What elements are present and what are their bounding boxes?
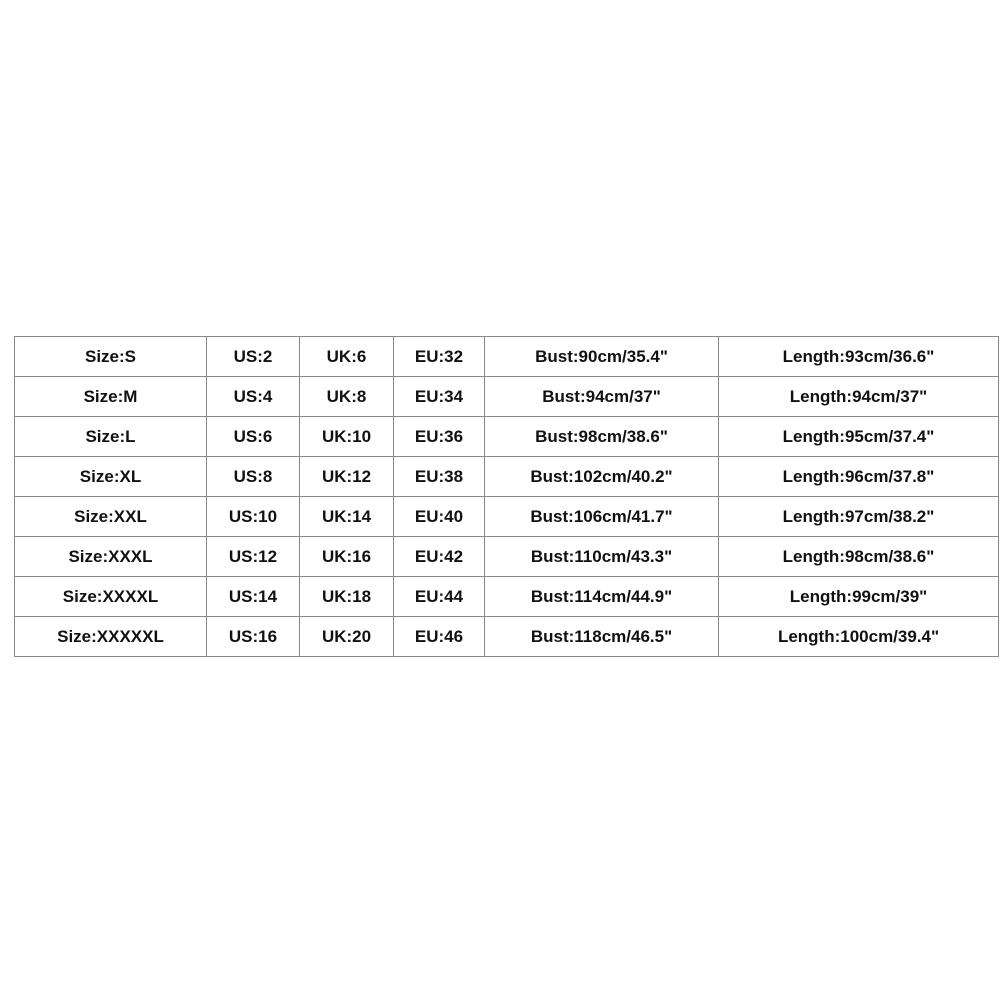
eu-size-cell: EU:42 [394, 537, 485, 577]
bust-cell: Bust:110cm/43.3" [485, 537, 719, 577]
size-chart-table [14, 336, 999, 657]
eu-size-cell: EU:36 [394, 417, 485, 457]
length-cell: Length:99cm/39" [719, 577, 999, 617]
uk-size-cell: UK:6 [300, 337, 394, 377]
size-cell: Size:XXL [15, 497, 207, 537]
size-cell: Size:M [15, 377, 207, 417]
size-row [15, 457, 999, 497]
size-cell: Size:XXXXL [15, 577, 207, 617]
uk-size-cell: UK:12 [300, 457, 394, 497]
size-row [15, 577, 999, 617]
uk-size-cell: UK:16 [300, 537, 394, 577]
us-size-cell: US:2 [207, 337, 300, 377]
size-cell: Size:S [15, 337, 207, 377]
us-size-cell: US:12 [207, 537, 300, 577]
length-cell: Length:100cm/39.4" [719, 617, 999, 657]
length-cell: Length:96cm/37.8" [719, 457, 999, 497]
eu-size-cell: EU:40 [394, 497, 485, 537]
uk-size-cell: UK:18 [300, 577, 394, 617]
uk-size-cell: UK:8 [300, 377, 394, 417]
eu-size-cell: EU:32 [394, 337, 485, 377]
eu-size-cell: EU:44 [394, 577, 485, 617]
length-cell: Length:93cm/36.6" [719, 337, 999, 377]
eu-size-cell: EU:34 [394, 377, 485, 417]
us-size-cell: US:10 [207, 497, 300, 537]
bust-cell: Bust:114cm/44.9" [485, 577, 719, 617]
length-cell: Length:95cm/37.4" [719, 417, 999, 457]
size-row [15, 337, 999, 377]
bust-cell: Bust:106cm/41.7" [485, 497, 719, 537]
eu-size-cell: EU:46 [394, 617, 485, 657]
us-size-cell: US:6 [207, 417, 300, 457]
bust-cell: Bust:98cm/38.6" [485, 417, 719, 457]
uk-size-cell: UK:14 [300, 497, 394, 537]
length-cell: Length:97cm/38.2" [719, 497, 999, 537]
size-row [15, 537, 999, 577]
size-cell: Size:XL [15, 457, 207, 497]
size-row [15, 417, 999, 457]
us-size-cell: US:4 [207, 377, 300, 417]
size-row [15, 377, 999, 417]
bust-cell: Bust:102cm/40.2" [485, 457, 719, 497]
length-cell: Length:98cm/38.6" [719, 537, 999, 577]
bust-cell: Bust:90cm/35.4" [485, 337, 719, 377]
us-size-cell: US:14 [207, 577, 300, 617]
size-row [15, 617, 999, 657]
us-size-cell: US:16 [207, 617, 300, 657]
eu-size-cell: EU:38 [394, 457, 485, 497]
size-row [15, 497, 999, 537]
size-cell: Size:L [15, 417, 207, 457]
uk-size-cell: UK:20 [300, 617, 394, 657]
bust-cell: Bust:94cm/37" [485, 377, 719, 417]
size-cell: Size:XXXXXL [15, 617, 207, 657]
us-size-cell: US:8 [207, 457, 300, 497]
bust-cell: Bust:118cm/46.5" [485, 617, 719, 657]
uk-size-cell: UK:10 [300, 417, 394, 457]
size-cell: Size:XXXL [15, 537, 207, 577]
length-cell: Length:94cm/37" [719, 377, 999, 417]
